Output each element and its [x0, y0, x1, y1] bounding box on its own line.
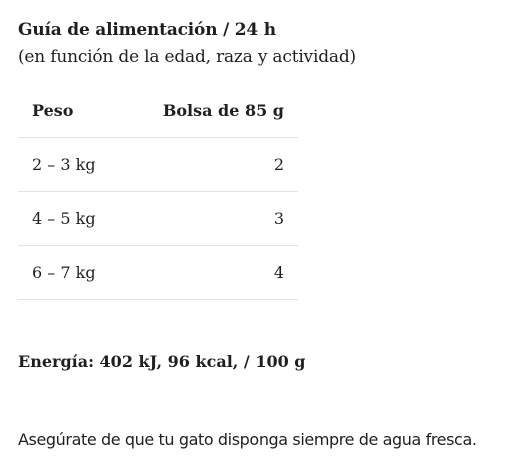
water-note: Asegúrate de que tu gato disponga siempre de agua fresca. — [18, 430, 477, 449]
energy-info: Energía: 402 kJ, 96 kcal, / 100 g — [18, 352, 306, 371]
column-header-pouch: Bolsa de 85 g — [124, 84, 298, 138]
weight-cell: 4 – 5 kg — [18, 192, 124, 246]
table-row — [18, 246, 298, 300]
weight-cell: 2 – 3 kg — [18, 138, 124, 192]
pouch-count-cell: 4 — [124, 246, 298, 300]
table-row — [18, 138, 298, 192]
feeding-table — [18, 84, 298, 300]
table-row — [18, 192, 298, 246]
table-header-row — [18, 84, 298, 138]
pouch-count-cell: 2 — [124, 138, 298, 192]
feeding-guide-subtitle: (en función de la edad, raza y actividad) — [18, 47, 356, 67]
pouch-count-cell: 3 — [124, 192, 298, 246]
column-header-weight: Peso — [18, 84, 124, 138]
feeding-guide-title: Guía de alimentación / 24 h — [18, 20, 276, 40]
weight-cell: 6 – 7 kg — [18, 246, 124, 300]
